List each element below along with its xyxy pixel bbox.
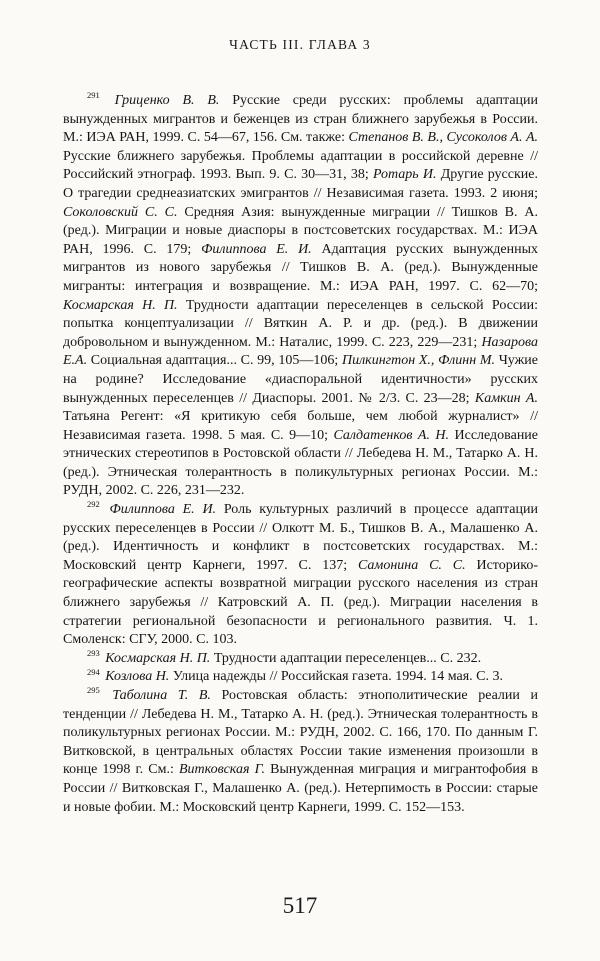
- footnote-marker: 291: [87, 90, 100, 101]
- footnote: [63, 650, 538, 669]
- footnote-marker: 294: [87, 666, 100, 677]
- footnote: [63, 501, 538, 650]
- running-head: ЧАСТЬ III. ГЛАВА 3: [229, 37, 371, 52]
- footnote-author: Ротарь И.: [372, 167, 437, 183]
- footnote-author: Козлова Н.: [105, 669, 170, 685]
- footnote-citation-text: Чужие на родине? Исследование «диаспоральной идентичности» русских вынужденных переселенцев // Диаспоры. 2001. № 2/3. С. 23—28;: [63, 353, 538, 406]
- footnote-author: Самонина С. С.: [357, 557, 466, 573]
- footnote-author: Соколовский С. С.: [63, 204, 178, 220]
- footnote-citation-text: Историко-географические аспекты возвратной миграции русского населения из стран ближнего зарубежья // Катровский А. П. (ред.). Миграции населения в стратегии региональной безопасности и регионального развития. Ч. 1. Смоленск: СГУ, 2000. С. 103.: [63, 557, 538, 648]
- footnote-marker: 295: [87, 685, 100, 696]
- footnote-citation-text: Трудности адаптации переселенцев... С. 232.: [210, 650, 482, 666]
- footnote-author: Пилкингтон Х., Флинн М.: [341, 353, 496, 369]
- footnote-citation-text: Роль культурных различий в процессе адаптации русских переселенцев в России // Олкотт М. Б., Тишков В. А., Малашенко А. (ред.). Идентичность и конфликт в постсоветских государствах. М.: Московский центр Карнеги, 1997. С. 137;: [63, 502, 538, 573]
- notes-list: [63, 92, 538, 817]
- footnote-citation-text: Ростовская область: этнополитические реалии и тенденции // Лебедева Н. М., Татарко А. Н. (ред.). Этническая толерантность в поликультурных регионах России. М.: РУДН, 2002. С. 166, 170. По данным Г. Витковской, в центральных областях России такие изменения произошли в конце 1998 г. См.:: [63, 688, 539, 778]
- footnote-citation-text: Русские ближнего зарубежья. Проблемы адаптации в российской деревне // Российский этнограф. 1993. Вып. 9. С. 30—31, 38;: [63, 148, 538, 183]
- footnote-citation-text: Трудности адаптации переселенцев в сельской России: попытка концептуализации // Вяткин А. Р. и др. (ред.). В движении добровольном и вынужденном. М.: Наталис, 1999. С. 223, 229—231;: [63, 297, 538, 350]
- footnote-citation-text: Исследование этнических стереотипов в Ростовской области // Лебедева Н. М., Татарко А. Н. (ред.). Этническая толерантность в поликультурных регионах России. М.: РУДН, 2002. С. 226, 231—232.: [63, 427, 539, 499]
- footnote-author: Таболина Т. В.: [112, 688, 211, 703]
- footnote-citation-text: Другие русские. О трагедии среднеазиатских эмигрантов // Независимая газета. 1993. 2 июня;: [63, 167, 538, 201]
- footnote-author: Витковская Г.: [179, 762, 266, 778]
- footnote: [63, 687, 538, 817]
- footnote-citation-text: Татьяна Регент: «Я критикую себя больше, чем любой журналист» // Независимая газета. 1998. 5 мая. С. 9—10;: [63, 409, 538, 443]
- footnote-author: Назарова Е.А.: [63, 334, 538, 369]
- footnote-citation-text: Социальная адаптация... С. 99, 105—106;: [87, 353, 342, 369]
- footnote-citation-text: Вынужденная миграция и мигрантофобия в России // Витковская Г., Малашенко А. (ред.). Нетерпимость в России: старые и новые фобии. М.: Московский центр Карнеги, 1999. С. 152—153.: [63, 762, 538, 815]
- footnote: [63, 92, 538, 501]
- footnote-author: Филиппова Е. И.: [201, 241, 312, 257]
- page-number: 517: [282, 893, 318, 918]
- footnote-author: Камкин А.: [474, 390, 538, 406]
- footnote-author: Космарская Н. П.: [63, 297, 178, 313]
- footnote: [63, 668, 538, 687]
- footnote-citation-text: Русские среди русских: проблемы адаптации вынужденных мигрантов и беженцев из стран ближнего зарубежья в России. М.: ИЭА РАН, 1999. С. 54—67, 156. См. также:: [63, 93, 539, 146]
- footnote-citation-text: Адаптация русских вынужденных мигрантов из нового зарубежья // Тишков В. А. (ред.). Вынужденные мигранты: интеграция и возвращение. М.: ИЭА РАН, 1997. С. 62—70;: [63, 241, 538, 294]
- footnote-citation-text: Улица надежды // Российская газета. 1994. 14 мая. С. 3.: [169, 669, 503, 685]
- footnote-author: Филиппова Е. И.: [109, 502, 217, 518]
- footnote-author: Степанов В. В., Сусоколов А. А.: [348, 130, 539, 146]
- footnote-citation-text: Средняя Азия: вынужденные миграции // Тишков В. А. (ред.). Миграции и новые диаспоры в постсоветских государствах. М.: ИЭА РАН, 1996. С. 179;: [63, 204, 538, 257]
- footnote-author: Космарская Н. П.: [105, 650, 211, 666]
- footnote-author: Салдатенков А. Н.: [333, 427, 450, 443]
- footnote-marker: 292: [87, 499, 100, 510]
- footnote-marker: 293: [87, 648, 100, 659]
- footnote-author: Гриценко В. В.: [114, 93, 220, 108]
